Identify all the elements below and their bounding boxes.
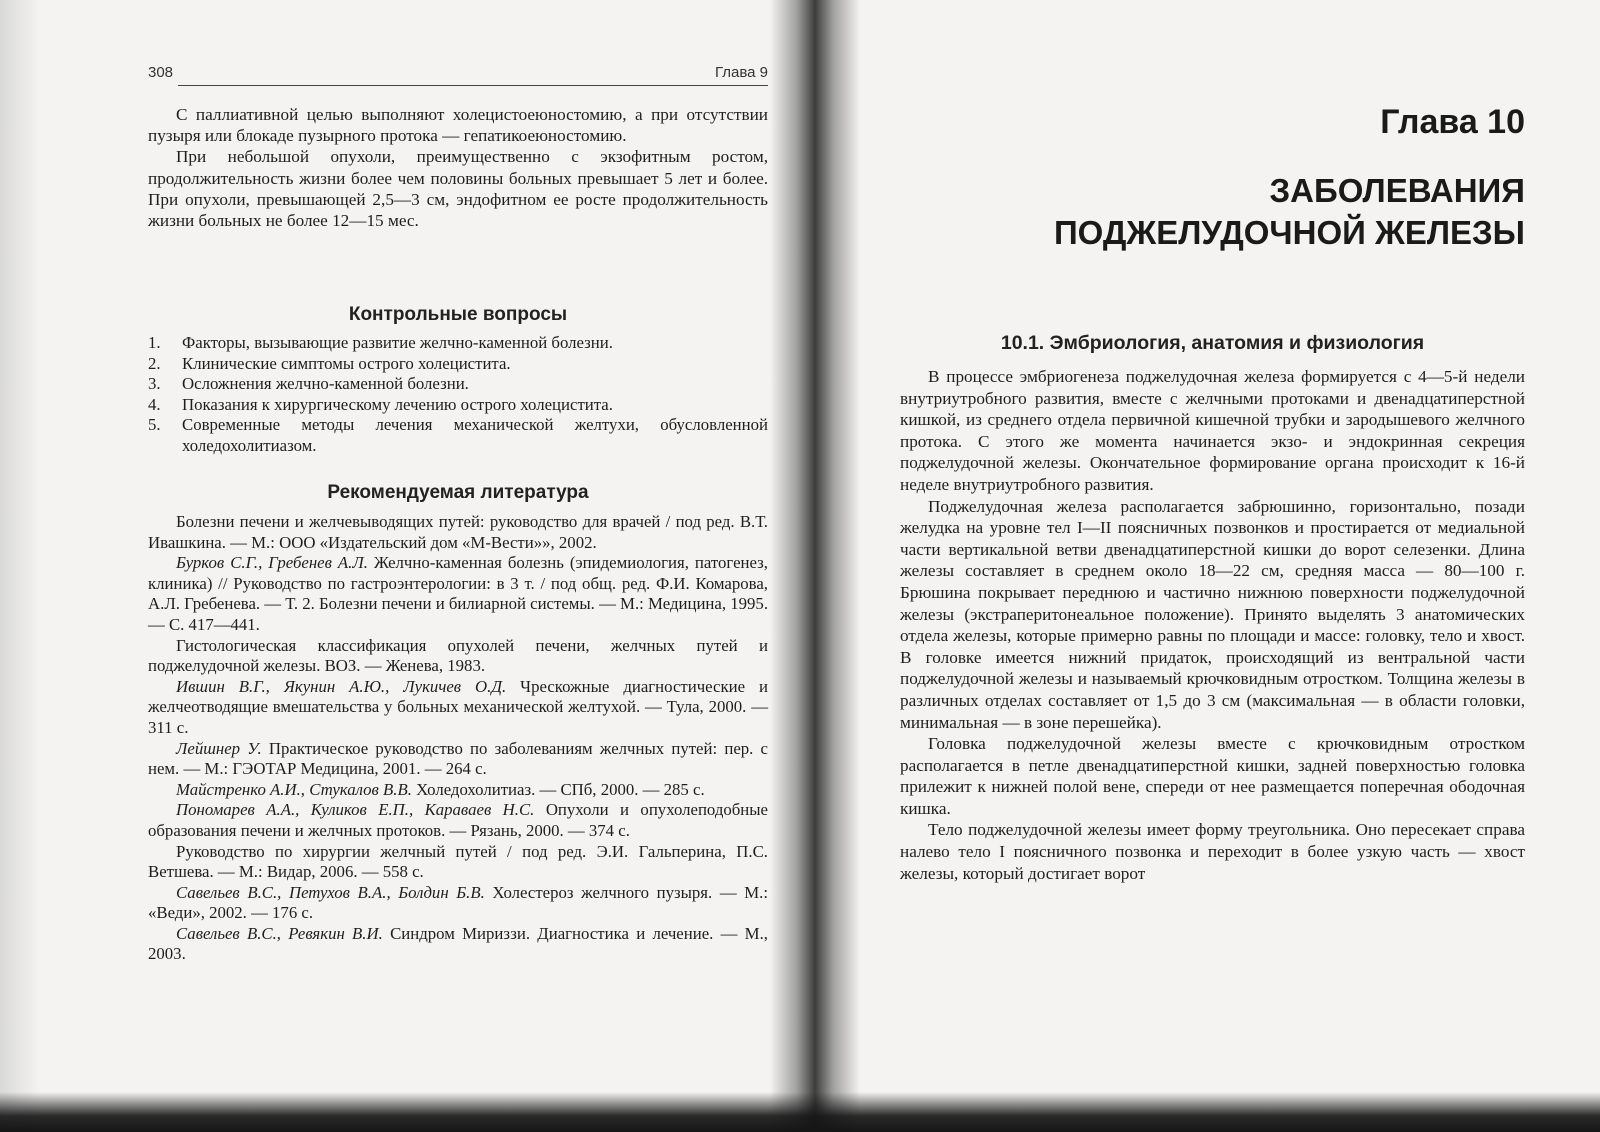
chapter-title-line: ЗАБОЛЕВАНИЯ: [1269, 172, 1525, 209]
list-item: [148, 374, 768, 395]
list-item-number: 4.: [148, 394, 161, 414]
list-item-number: 5.: [148, 415, 161, 435]
paragraph: Поджелудочная железа располагается забрюшинно, горизонтально, позади желудка на уровне тел I—II поясничных позвонков и простирается от медиальной части вертикальной ветви двенадцатиперстной кишки до ворот селезенки. Длина железы составляет в среднем около 18—22 см, средняя масса — 80—100 г. Брюшина покрывает переднюю и частично нижнюю поверхности поджелудочной железы (экстраперитонеальное положение). Принято выделять 3 анатомических отдела железы, которые примерно равны по площади и массе: головку, тело и хвост. В головке имеется нижний придаток, происходящий из вентральной части поджелудочной железы и называемый крючковидным отростком. Толщина железы в различных отделах составляет от 1,5 до 3 см (максимальная — в области головки, минимальная — в зоне перешейка).: [900, 496, 1525, 732]
questions-list: [148, 333, 768, 457]
book-gutter-shadow: [770, 0, 860, 1132]
reference-author: Савельев В.С., Петухов В.А., Болдин Б.В.: [176, 882, 485, 902]
list-item-number: 3.: [148, 374, 161, 394]
chapter-title: [1054, 170, 1525, 254]
list-item: [148, 395, 768, 416]
list-item-text: Показания к хирургическому лечению острого холецистита.: [182, 394, 613, 414]
list-item-text: Осложнения желчно-каменной болезни.: [182, 374, 469, 394]
list-item-number: 1.: [148, 333, 161, 352]
header-rule: [178, 85, 768, 86]
page-edge-shadow: [0, 0, 40, 1132]
chapter-title-line: ПОДЖЕЛУДОЧНОЙ ЖЕЛЕЗЫ: [1053, 214, 1525, 251]
reference-author: Пономарев А.А., Куликов Е.П., Караваев Н.С.: [176, 800, 535, 820]
section-heading: 10.1. Эмбриология, анатомия и физиология: [1000, 332, 1425, 354]
paragraph: Тело поджелудочной железы имеет форму треугольника. Оно пересекает справа налево тело I поясничного позвонка и переходит в более узкую часть — хвост железы, который достигает ворот: [900, 820, 1525, 883]
reference-item: [148, 883, 768, 924]
reference-author: Ившин В.Г., Якунин А.Ю., Лукичев О.Д.: [176, 676, 507, 696]
scan-bottom-shadow: [0, 1092, 1600, 1132]
reference-text: Холедохолитиаз. — СПб, 2000. — 285 с.: [411, 779, 705, 799]
literature-heading: Рекомендуемая литература: [327, 482, 589, 503]
reference-author: Майстренко А.И., Стукалов В.В.: [176, 779, 412, 799]
paragraph: При небольшой опухоли, преимущественно с экзофитным ростом, продолжительность жизни более чем половины больных превышает 5 лет и более. При опухоли, превышающей 2,5—3 см, эндофитном ее росте продолжительность жизни больных не более 12—15 мес.: [148, 147, 768, 231]
questions-heading: Контрольные вопросы: [348, 304, 568, 325]
reference-text: Практическое руководство по заболеваниям желчных путей: пер. с нем. — М.: ГЭОТАР Медицина, 2001. — 264 с.: [148, 738, 768, 779]
running-head: [148, 64, 768, 86]
reference-author: Лейшнер У.: [176, 738, 262, 758]
reference-author: Бурков С.Г., Гребенев А.Л.: [176, 553, 368, 573]
reference-item: [148, 800, 768, 841]
reference-text: Холестероз желчного пузыря. — М.: «Веди», 2002. — 176 с.: [148, 882, 768, 923]
references-list: [148, 512, 768, 965]
paragraph: В процессе эмбриогенеза поджелудочная железа формируется с 4—5-й недели внутриутробного развития, вместе с желчными протоками и двенадцатиперстной кишкой, из среднего отдела первичной кишечной трубки и зародышевого желчного протока. С этого же момента начинается экзо- и эндокринная секреция поджелудочной железы. Окончательное формирование органа происходит к 16-й неделе внутриутробного развития.: [900, 367, 1525, 494]
list-item-text: Клинические симптомы острого холецистита.: [182, 353, 511, 373]
list-item-number: 2.: [148, 353, 161, 373]
page-number: 308: [148, 64, 174, 81]
reference-item: [148, 553, 768, 635]
reference-item: [148, 924, 768, 965]
reference-text: Чрескожные диагностические и желчеотводящие вмешательства у больных механической желтухой. — Тула, 2000. — 311 с.: [148, 676, 768, 737]
reference-item: [148, 512, 768, 553]
reference-text: Руководство по хирургии желчный путей / под ред. Э.И. Гальперина, П.С. Ветшева. — М.: Видар, 2006. — 558 с.: [148, 841, 768, 882]
running-chapter-title: Глава 9: [714, 64, 768, 81]
reference-text: Желчно-каменная болезнь (эпидемиология, патогенез, клиника) // Руководство по гастроэнтерологии: в 3 т. / под общ. ред. Ф.И. Комарова, А.Л. Гребенева. — Т. 2. Болезни печени и билиарной системы. — М.: Медицина, 1995. — С. 417—441.: [148, 553, 769, 634]
paragraph: С паллиативной целью выполняют холецистоеюностомию, а при отсутствии пузыря или блокаде пузырного протока — гепатикоеюностомию.: [148, 105, 768, 146]
reference-item: [148, 636, 768, 677]
list-item: [148, 354, 768, 375]
intro-text: [148, 104, 768, 231]
reference-text: Опухоли и опухолеподобные образования печени и желчных протоков. — Рязань, 2000. — 374 с.: [148, 800, 768, 840]
list-item: [148, 415, 768, 456]
reference-text: Синдром Мириззи. Диагностика и лечение. — М., 2003.: [148, 923, 768, 964]
list-item-text: Факторы, вызывающие развитие желчно-каменной болезни.: [182, 333, 613, 352]
list-item-text: Современные методы лечения механической желтухи, обусловленной холедохолитиазом.: [182, 415, 768, 455]
reference-author: Савельев В.С., Ревякин В.И.: [176, 923, 383, 943]
reference-text: Болезни печени и желчевыводящих путей: руководство для врачей / под ред. В.Т. Ивашкина. — М.: ООО «Издательский дом «М-Вести»», 2002.: [148, 512, 768, 552]
reference-text: Гистологическая классификация опухолей печени, желчных путей и поджелудочной железы. ВОЗ. — Женева, 1983.: [148, 635, 768, 676]
reference-item: [148, 842, 768, 883]
chapter-number: Глава 10: [1380, 103, 1525, 141]
paragraph: Головка поджелудочной железы вместе с крючковидным отростком располагается в петле двенадцатиперстной кишки, задней поверхностью головка прилежит к нижней полой вене, спереди от нее размещается поперечная ободочная кишка.: [900, 734, 1525, 818]
list-item: [148, 333, 768, 354]
reference-item: [148, 677, 768, 739]
section-body: [900, 366, 1525, 884]
reference-item: [148, 739, 768, 780]
reference-item: [148, 780, 768, 801]
